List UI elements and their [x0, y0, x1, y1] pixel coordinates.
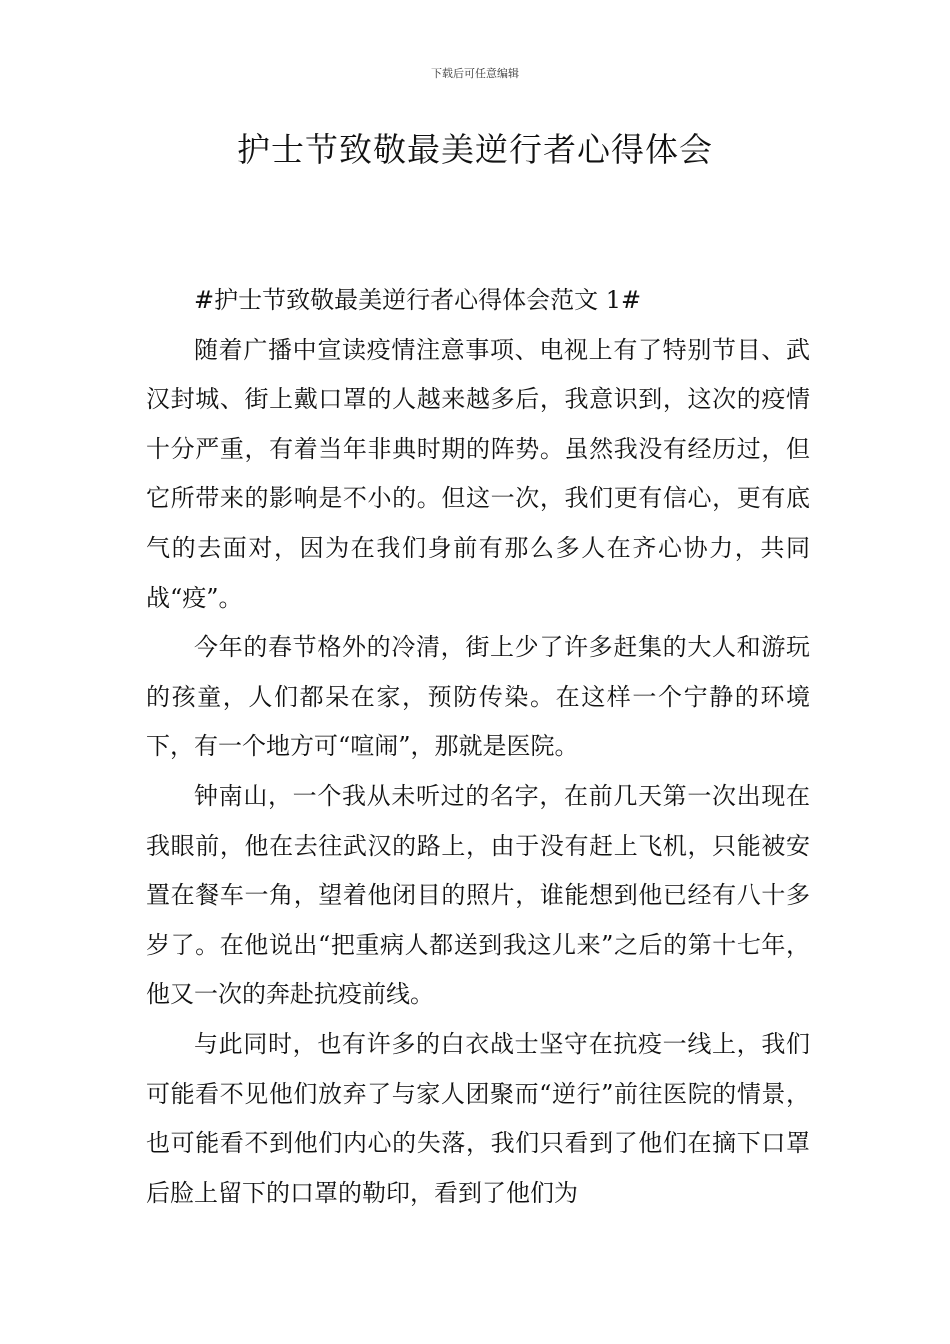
header-note: 下载后可任意编辑: [431, 67, 519, 80]
document-body: [146, 276, 810, 1218]
document-title: 护士节致敬最美逆行者心得体会: [237, 130, 713, 169]
paragraph: 钟南山，一个我从未听过的名字，在前几天第一次出现在我眼前，他在去往武汉的路上，由于没有赶上飞机，只能被安置在餐车一角，望着他闭目的照片，谁能想到他已经有八十多岁了。在他说出“把重病人都送到我这儿来”之后的第十七年，他又一次的奔赴抗疫前线。: [146, 781, 810, 1009]
paragraph: 随着广播中宣读疫情注意事项、电视上有了特别节目、武汉封城、街上戴口罩的人越来越多后，我意识到，这次的疫情十分严重，有着当年非典时期的阵势。虽然我没有经历过，但它所带来的影响是不小的。但这一次，我们更有信心，更有底气的去面对，因为在我们身前有那么多人在齐心协力，共同战“疫”。: [146, 335, 810, 612]
paragraph: 与此同时，也有许多的白衣战士坚守在抗疫一线上，我们可能看不见他们放弃了与家人团聚而“逆行”前往医院的情景，也可能看不到他们内心的失落，我们只看到了他们在摘下口罩后脸上留下的口罩的勒印，看到了他们为: [146, 1029, 810, 1207]
paragraph-subtitle: #护士节致敬最美逆行者心得体会范文 1#: [194, 286, 642, 314]
paragraph: 今年的春节格外的冷清，街上少了许多赶集的大人和游玩的孩童，人们都呆在家，预防传染。在这样一个宁静的环境下，有一个地方可“喧闹”，那就是医院。: [146, 633, 810, 761]
